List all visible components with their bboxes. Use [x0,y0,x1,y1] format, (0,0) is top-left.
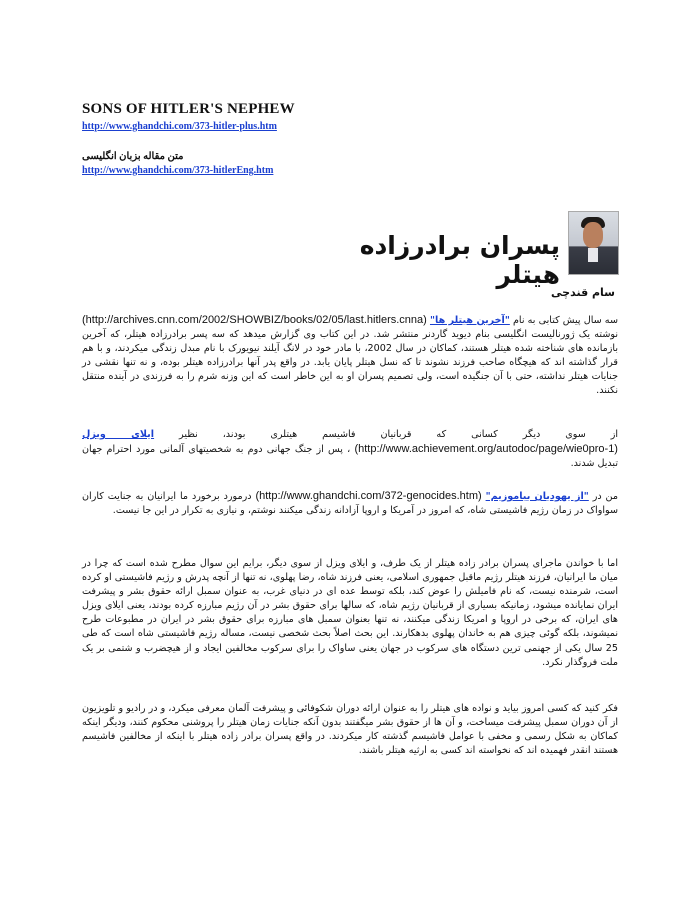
article-title: پسران برادرزاده هیتلر [359,231,560,289]
paragraph-text: از سوی دیگر کسانی که قربانیان فاشیسم هیتلری بودند، نظیر [154,429,618,440]
paragraph-4 [82,557,618,670]
paragraph-text: نوشته یک ژورنالیست انگلیسی بنام دیوید گاردنر منتشر شد. در این کتاب وی گزارش میدهد که سه پسر برادرزاده هیتلر، که آخرین بازمانده های شناخته شده هیتلر هستند، کماکان در سال 2002، با مادر خود در لانگ آیلند نیویورک با نام مبدل زندگی میکردند، و با هم قرار گذاشته اند که هیچگاه صاحب فرزند نشوند تا که نسل هیتلر پایان یابد. در واقع پدر آنها برادرزاده هیتلر بوده، و نه تنها نقشی در جنایات هیتلر نداشته، حتی با آن جنگیده است، ولی تصمیم پسران او به این خاطر است که این وزنه شرم را به فرزندی در آینده منتقل نکنند. [82,329,618,397]
paragraph-text: فکر کنید که کسی امروز بیاید و نواده های هیتلر را به عنوان ارائه دوران شکوفائی و پیشرفت آلمان معرفی میکرد، و در رادیو و تلویزیون از آن دوران سمبل پیشرفت میساخت، و آن ها از حقوق بشر میگفتند بدون آنکه جنایات زمان هیتلر را پروشنی محکوم کنند، ودیگر اینکه کماکان به شکل رسمی و مخفی با عوامل فاشیسم گذشته کار میکردند. در واقع پسران برادر زاده هیتلر با اینکه از مخالفین فاشیسم هستند انقدر فهمیده اند که نخواسته اند کسی به ارثیه هیتلر باشند. [82,703,618,757]
english-version-link[interactable]: http://www.ghandchi.com/373-hitlerEng.htm [82,165,274,176]
paragraph-2 [82,428,618,471]
paragraph-text: سه سال پیش کتابی به نام [509,315,618,326]
english-article-link[interactable]: http://www.ghandchi.com/373-hitler-plus.htm [82,121,277,132]
author-photo [568,211,619,275]
paragraph-5 [82,702,618,758]
english-version-caption: متن مقاله بزبان انگلیسی [82,151,184,162]
paragraph-url: (http://www.achievement.org/autodoc/page/wie0pro-1) [354,443,618,456]
last-hitlers-link[interactable]: "آخرین هیتلر ها" [429,315,510,326]
learn-from-jews-link[interactable]: "از یهودیان بیاموزیم" [485,491,589,502]
paragraph-url: (http://archives.cnn.com/2002/SHOWBIZ/books/02/05/last.hitlers.cnna) [82,314,427,326]
author-name: سام قندچی [551,286,615,299]
paragraph-text: من در [588,491,618,502]
paragraph-url: (http://www.ghandchi.com/372-genocides.htm) [255,490,482,502]
paragraph-3 [82,489,618,518]
english-title: SONS OF HITLER'S NEPHEW [82,101,295,117]
paragraph-text: درمورد برخورد ما ایرانیان به جنایت کاران سواواک در زمان رژیم فاشیستی شاه، که امروز در آمریکا و اروپا آزادانه زندگی میکنند نوشتم، و نیازی به تکرار در این جا نیست. [82,491,618,517]
paragraph-text: ، پس از جنگ جهانی دوم به شخصیتهای آلمانی مورد احترام جهان تبدیل شدند. [82,444,618,470]
elie-wiesel-link[interactable]: ایلای ویزل [82,429,155,440]
paragraph-1 [82,313,618,399]
paragraph-text: اما با خواندن ماجرای پسران برادر زاده هیتلر از یک طرف، و ایلای ویزل از سوی دیگر، برایم این سوال مطرح شده است که چرا در میان ما ایرانیان، فرزند هیتلر رژیم ماقبل جمهوری اسلامی، یعنی فرزند شاه، رضا پهلوی، نه تنها از آنچه پدرش و رژیم فاشیستی او کرده است، شرمنده نیست، که نام فامیلش را عوض کند، بلکه توسط عده ای در دنیای غرب، به عنوان سمبل ارائه حقوق بشر و پیشرفت ایران نمایانده میشود، زمانیکه بسیاری از قربانیان رژیم شاه، که سالها برای حقوق بشر در آن رژیم مبارزه کرده بودند، یعنی ایلای ویزل های ایران، که برخی در اروپا و امریکا زندگی میکنند، نه تنها بعنوان سمبل های مبارزه برای حقوق بشر در ایران در مطبوعات طرح نمیشوند، بلکه گوئی چیزی هم به خاندان پهلوی بدهکارند. این بحث اصلاً بحث شخصی نیست، مساله رژیم فاشیستی شاه است که طی 25 سال یکی از جهنمی ترین دستگاه های سرکوب در جهان یعنی ساواک را برای سرکوب مخالفین ایجاد و از هیچضرب و شتمی بر یک ملت فروگذار نکرد. [82,558,618,668]
